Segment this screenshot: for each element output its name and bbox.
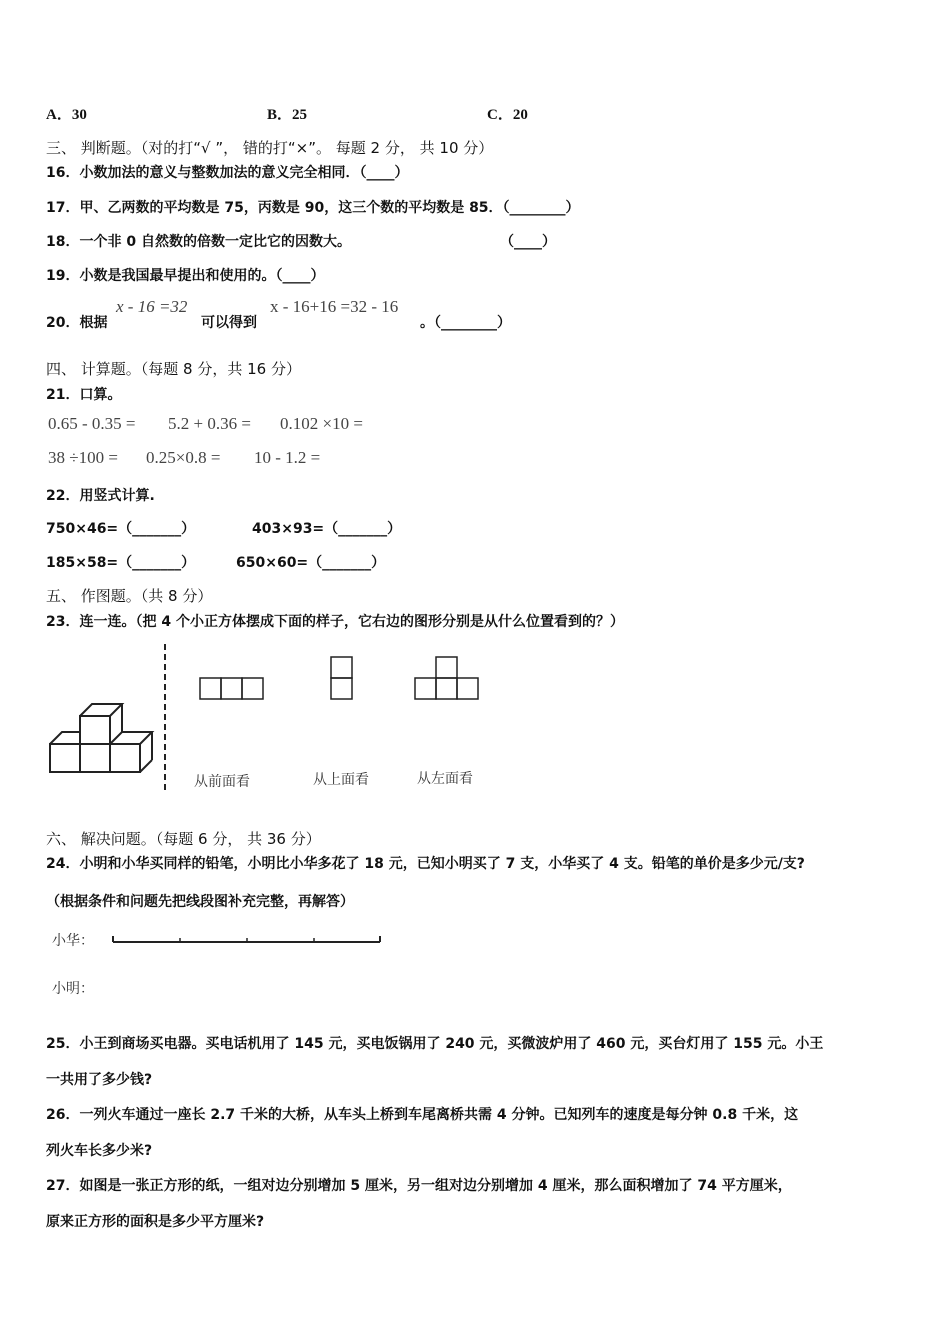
question-17: 17．甲、乙两数的平均数是 75，丙数是 90，这三个数的平均数是 85．（________） [46,200,580,216]
question-25-line-1: 25．小王到商场买电器。买电话机用了 145 元，买电饭锅用了 240 元，买微波炉用了 460 元，买台灯用了 155 元。小王 [46,1036,824,1052]
label-front-view: 从前面看 [194,774,250,790]
question-27-line-2: 原来正方形的面积是多少平方厘米? [46,1214,265,1230]
vertical-calc-4: 650×60=（_______） [236,555,386,571]
view-three-in-row [200,678,263,699]
mental-calc-4: 38 ÷100 = [48,448,118,467]
question-27-line-1: 27．如图是一张正方形的纸，一组对边分别增加 5 厘米，另一组对边分别增加 4 厘米，那么面积增加了 74 平方厘米， [46,1178,792,1194]
question-21-title: 21．口算。 [46,387,122,403]
view-t-shape [415,657,478,699]
option-c: C．20 [487,107,528,123]
vertical-calc-2: 403×93=（_______） [252,521,402,537]
label-xiaoming: 小明： [52,981,94,997]
question-18-blank: （____） [500,234,556,250]
question-20-equation-1: x - 16 =32 [116,297,188,316]
view-two-stacked [331,657,352,699]
question-24-line-1: 24．小明和小华买同样的铅笔，小明比小华多花了 18 元，已知小明买了 7 支，小华买了 4 支。铅笔的单价是多少元/支? [46,856,805,872]
mental-calc-3: 0.102 ×10 = [280,414,363,433]
mental-calc-1: 0.65 - 0.35 = [48,414,136,433]
question-16: 16．小数加法的意义与整数加法的意义完全相同．（____） [46,165,409,181]
question-23-title: 23．连一连。（把 4 个小正方体摆成下面的样子，它右边的图形分别是从什么位置看到的？） [46,614,624,630]
question-24-line-2: （根据条件和问题先把线段图补充完整，再解答） [46,894,354,910]
mental-calc-6: 10 - 1.2 = [254,448,321,467]
section-4-title: 四、 计算题。（每题 8 分，共 16 分） [46,360,301,378]
option-a: A．30 [46,107,87,123]
question-22-title: 22．用竖式计算. [46,488,155,504]
label-xiaohua: 小华： [52,933,94,949]
label-left-view: 从左面看 [417,771,473,787]
question-26-line-1: 26．一列火车通过一座长 2.7 千米的大桥，从车头上桥到车尾离桥共需 4 分钟。已知列车的速度是每分钟 0.8 千米，这 [46,1107,799,1123]
option-b: B．25 [267,107,308,123]
vertical-calc-3: 185×58=（_______） [46,555,196,571]
question-25-line-2: 一共用了多少钱? [46,1072,153,1088]
section-5-title: 五、 作图题。（共 8 分） [46,587,213,605]
section-3-title: 三、 判断题。（对的打“√ ”， 错的打“×”。 每题 2 分， 共 10 分） [46,139,494,157]
question-18: 18．一个非 0 自然数的倍数一定比它的因数大。 [46,234,351,250]
question-20-equation-2: x - 16+16 =32 - 16 [270,297,399,316]
xiaohua-segment-line [110,932,385,948]
vertical-calc-1: 750×46=（_______） [46,521,196,537]
question-19: 19．小数是我国最早提出和使用的。（____） [46,268,325,284]
mental-calc-2: 5.2 + 0.36 = [168,414,251,433]
cube-arrangement [50,704,152,772]
mental-calc-5: 0.25×0.8 = [146,448,221,467]
question-26-line-2: 列火车长多少米? [46,1143,153,1159]
section-6-title: 六、 解决问题。（每题 6 分， 共 36 分） [46,830,321,848]
question-20-suffix: 。（________） [420,315,511,331]
question-20-prefix: 20．根据 [46,315,108,331]
question-20-mid: 可以得到 [201,315,257,331]
label-top-view: 从上面看 [313,772,369,788]
